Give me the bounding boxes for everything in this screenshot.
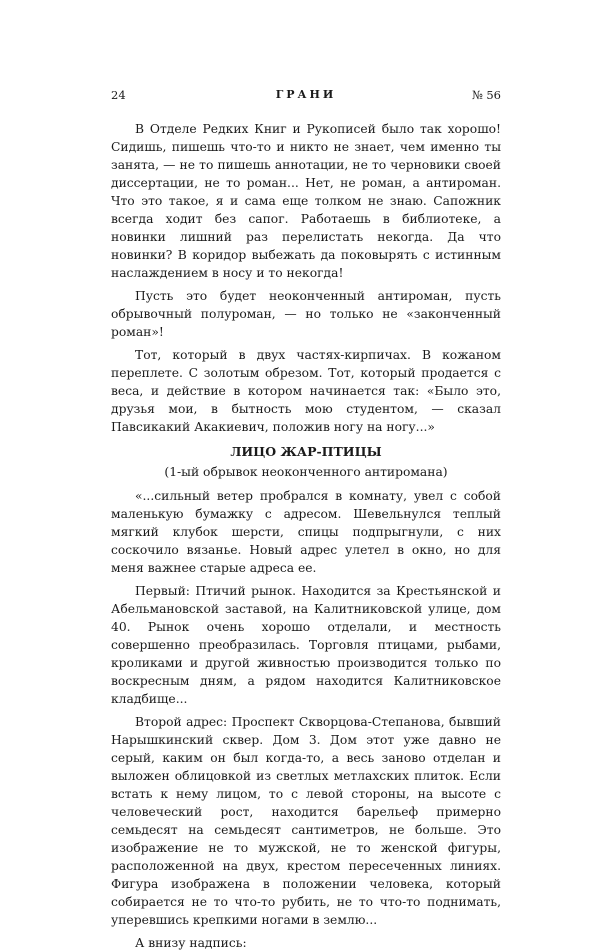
paragraph: Тот, который в двух частях-кирпичах. В кожаном переплете. С золотым обрезом. Тот, который продается с веса, и действие в котором начинается так: «Было это, друзья мои, в бытность мою студентом, — сказал Павсикакий Акакиевич, положив ногу на ногу...» (111, 348, 501, 434)
paragraph: В Отделе Редких Книг и Рукописей было так хорошо! Сидишь, пишешь что-то и никто не знает, чем именно ты занята, — не то пишешь аннотации, не то черновики своей диссертации, не то роман... Нет, не роман, а антироман. Что это такое, я и сама еще толком не знаю. Сапожник всегда ходит без сапог. Работаешь в библиотеке, а новинки лишний раз перелистать некогда. Да что новинки? В коридор выбежать да поковырять с истинным наслаждением в носу и то некогда! (111, 122, 501, 280)
running-header (111, 88, 501, 104)
page-body (111, 120, 501, 952)
paragraph: А внизу надпись: (135, 936, 247, 950)
paragraph: Пусть это будет неоконченный антироман, пусть обрывочный полуроман, — но только не «законченный роман»! (111, 289, 501, 339)
section-title: ЛИЦО ЖАР-ПТИЦЫ (230, 444, 382, 459)
journal-title: ГРАНИ (275, 88, 337, 101)
issue-number: № 56 (471, 88, 501, 102)
paragraph: «...сильный ветер пробрался в комнату, увел с собой маленькую бумажку с адресом. Шевельнулся теплый мягкий клубок шерсти, спицы подпрыгнули, с них соскочило вязанье. Новый адрес улетел в окно, но для меня важнее старые адреса ее. (111, 489, 501, 575)
page-number: 24 (111, 88, 126, 102)
paragraph: Первый: Птичий рынок. Находится за Крестьянской и Абельмановской заставой, на Калитниковской улице, дом 40. Рынок очень хорошо отделали, и местность совершенно преобразилась. Торговля птицами, рыбами, кроликами и другой живностью производится только по воскресным дням, а рядом находится Калитниковское кладбище... (111, 584, 501, 706)
section-subtitle: (1-ый обрывок неоконченного антиромана) (164, 465, 448, 479)
paragraph: Второй адрес: Проспект Скворцова-Степанова, бывший Нарышкинский сквер. Дом 3. Дом этот уже давно не серый, каким он был когда-то, а весь заново отделан и выложен облицовкой из светлых метлахских плиток. Если встать к нему лицом, то с левой стороны, на высоте с человеческий рост, находится барельеф примерно семьдесят на семьдесят сантиметров, не больше. Это изображение не то мужской, не то женской фигуры, расположенной на двух, крестом пересеченных линиях. Фигура изображена в положении человека, который собирается не то что-то рубить, не то что-то поднимать, уперевшись крепкими ногами в землю... (111, 715, 501, 927)
